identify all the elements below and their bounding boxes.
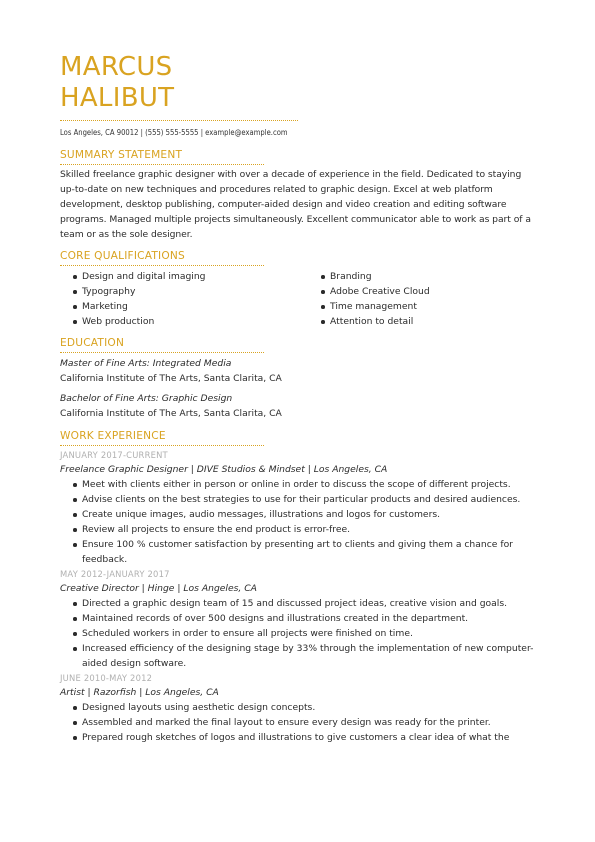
job-role: Freelance Graphic Designer | DIVE Studios & Mindset | Los Angeles, CA (60, 464, 388, 475)
list-item: Adobe Creative Cloud (321, 284, 521, 299)
education-entry (60, 356, 535, 386)
list-item: Ensure 100 % customer satisfaction by presenting art to clients and giving them a chance for feedback. (73, 537, 535, 567)
job-bullets (60, 700, 535, 745)
resume-header (60, 52, 535, 138)
list-item: Marketing (73, 299, 321, 314)
list-item: Scheduled workers in order to ensure all projects were finished on time. (73, 626, 535, 641)
list-item: Attention to detail (321, 314, 521, 329)
education-section (60, 337, 535, 421)
job-entry (60, 567, 535, 671)
list-item: Designed layouts using aesthetic design concepts. (73, 700, 535, 715)
list-item: Meet with clients either in person or online in order to discuss the scope of different projects. (73, 477, 535, 492)
header-divider (60, 120, 298, 121)
job-bullets (60, 596, 535, 671)
list-item: Review all projects to ensure the end product is error-free. (73, 522, 535, 537)
job-role: Creative Director | Hinge | Los Angeles, CA (60, 583, 257, 594)
summary-title: SUMMARY STATEMENT (60, 149, 264, 165)
first-name: MARCUS (60, 52, 173, 82)
job-dates: MAY 2012-JANUARY 2017 (60, 569, 170, 579)
list-item: Maintained records of over 500 designs and illustrations created in the department. (73, 611, 535, 626)
list-item: Increased efficiency of the designing stage by 33% through the implementation of new computer-aided design software. (73, 641, 535, 671)
job-dates: JANUARY 2017-CURRENT (60, 450, 168, 460)
qualifications-left-column (60, 269, 321, 329)
list-item: Prepared rough sketches of logos and illustrations to give customers a clear idea of what the (73, 730, 535, 745)
job-dates: JUNE 2010-MAY 2012 (60, 673, 153, 683)
job-entry (60, 671, 535, 745)
work-experience-title: WORK EXPERIENCE (60, 430, 264, 446)
work-experience-section (60, 430, 535, 745)
last-name: HALIBUT (60, 83, 175, 113)
qualifications-right-column (321, 269, 521, 329)
list-item: Create unique images, audio messages, illustrations and logos for customers. (73, 507, 535, 522)
summary-section (60, 149, 535, 242)
contact-line: Los Angeles, CA 90012 | (555) 555-5555 | example@example.com (60, 128, 288, 137)
list-item: Branding (321, 269, 521, 284)
job-entry (60, 448, 535, 567)
list-item: Time management (321, 299, 521, 314)
qualifications-title: CORE QUALIFICATIONS (60, 250, 264, 266)
summary-text: Skilled freelance graphic designer with over a decade of experience in the field. Dedicated to staying up-to-date on new techniques and procedures related to graphic design. Excel at web platform development, desktop publishing, computer-aided design and video creation and editing software programs. Managed multiple projects simultaneously. Excellent communicator able to work as part of a team or as the sole designer. (60, 169, 531, 240)
school: California Institute of The Arts, Santa Clarita, CA (60, 373, 282, 384)
list-item: Advise clients on the best strategies to use for their particular products and desired audiences. (73, 492, 535, 507)
job-bullets (60, 477, 535, 567)
list-item: Design and digital imaging (73, 269, 321, 284)
list-item: Typography (73, 284, 321, 299)
education-title: EDUCATION (60, 337, 264, 353)
list-item: Web production (73, 314, 321, 329)
job-role: Artist | Razorfish | Los Angeles, CA (60, 687, 219, 698)
degree: Master of Fine Arts: Integrated Media (60, 358, 232, 369)
list-item: Assembled and marked the final layout to ensure every design was ready for the printer. (73, 715, 535, 730)
resume-page (60, 52, 535, 745)
qualifications-section (60, 250, 535, 329)
qualifications-list (60, 269, 535, 329)
education-entry (60, 391, 535, 421)
list-item: Directed a graphic design team of 15 and discussed project ideas, creative vision and goals. (73, 596, 535, 611)
degree: Bachelor of Fine Arts: Graphic Design (60, 393, 233, 404)
school: California Institute of The Arts, Santa Clarita, CA (60, 408, 282, 419)
